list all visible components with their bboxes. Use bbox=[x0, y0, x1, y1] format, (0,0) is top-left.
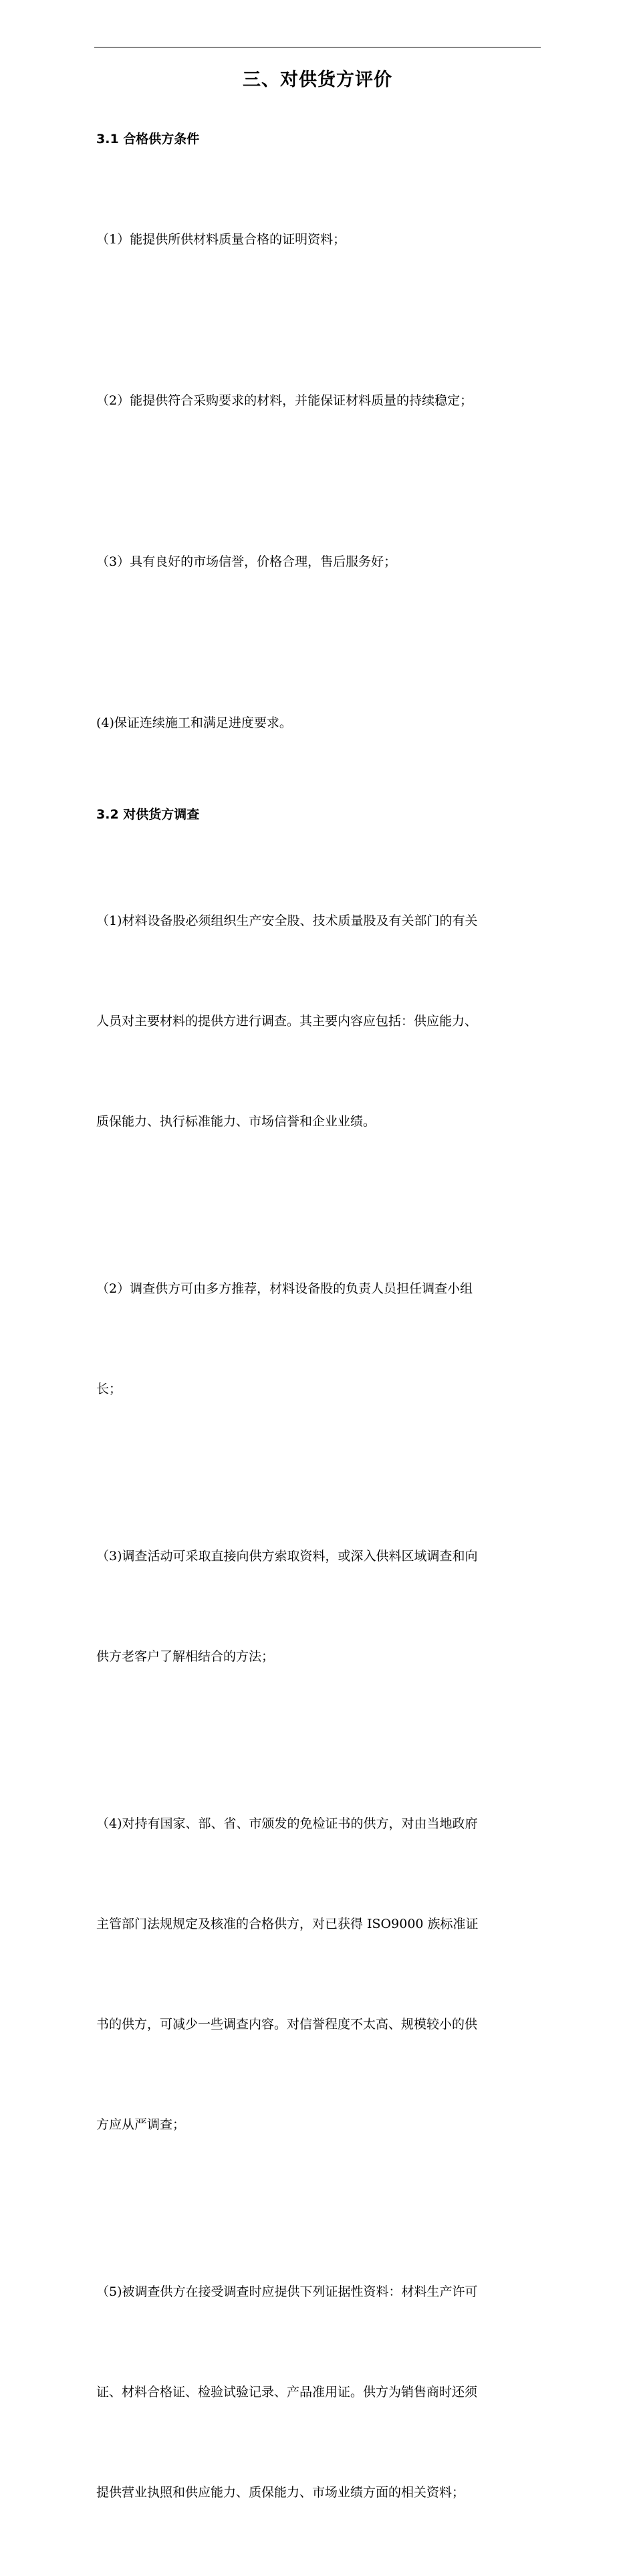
paragraph-line: （2）能提供符合采购要求的材料，并能保证材料质量的持续稳定； bbox=[96, 393, 473, 408]
paragraph-3-1-2 bbox=[96, 323, 548, 484]
paragraph-line: （2）调查供方可由多方推荐，材料设备股的负责人员担任调查小组 bbox=[96, 1281, 473, 1296]
paragraph-3-2-2 bbox=[96, 1205, 548, 1473]
paragraph-line: （3)调查活动可采取直接向供方索取资料，或深入供料区域调查和向 bbox=[96, 1549, 478, 1564]
paragraph-3-2-1 bbox=[96, 837, 548, 1205]
paragraph-line: 质保能力、执行标准能力、市场信誉和企业业绩。 bbox=[96, 1114, 376, 1129]
paragraph-line: （5)被调查供方在接受调查时应提供下列证据性资料：材料生产许可 bbox=[96, 2284, 478, 2299]
paragraph-line: （1)材料设备股必须组织生产安全股、技术质量股及有关部门的有关 bbox=[96, 914, 478, 928]
paragraph-3-1-3 bbox=[96, 484, 548, 645]
section-heading-3-1: 3.1 合格供方条件 bbox=[96, 132, 200, 146]
paragraph-line: 人员对主要材料的提供方进行调查。其主要内容应包括：供应能力、 bbox=[96, 1014, 478, 1029]
paragraph-line: 长； bbox=[96, 1382, 122, 1396]
paragraph-line: （1）能提供所供材料质量合格的证明资料； bbox=[96, 232, 346, 247]
paragraph-line: （3）具有良好的市场信誉，价格合理，售后服务好； bbox=[96, 554, 397, 569]
paragraph-line: 主管部门法规规定及核准的合格供方，对已获得 ISO9000 族标准证 bbox=[96, 1917, 479, 1931]
paragraph-line: 证、材料合格证、检验试验记录、产品准用证。供方为销售商时还须 bbox=[96, 2385, 478, 2399]
paragraph-line: 方应从严调查； bbox=[96, 2117, 186, 2132]
section-heading-3-2: 3.2 对供货方调查 bbox=[96, 807, 200, 822]
paragraph-3-1-4 bbox=[96, 645, 548, 807]
paragraph-line: 提供营业执照和供应能力、质保能力、市场业绩方面的相关资料； bbox=[96, 2485, 465, 2500]
paragraph-line: 书的供方，可减少一些调查内容。对信誉程度不太高、规模较小的供 bbox=[96, 2017, 478, 2032]
document-body bbox=[96, 128, 548, 2576]
paragraph-3-2-3 bbox=[96, 1473, 548, 1740]
paragraph-line: 供方老客户了解相结合的方法； bbox=[96, 1649, 275, 1664]
paragraph-3-2-5 bbox=[96, 2208, 548, 2576]
paragraph-line: (4)保证连续施工和满足进度要求。 bbox=[96, 716, 292, 730]
paragraph-3-2-4 bbox=[96, 1740, 548, 2208]
paragraph-3-1-1 bbox=[96, 162, 548, 323]
page-title: 三、对供货方评价 bbox=[243, 70, 392, 90]
paragraph-line: （4)对持有国家、部、省、市颁发的免检证书的供方，对由当地政府 bbox=[96, 1816, 478, 1831]
